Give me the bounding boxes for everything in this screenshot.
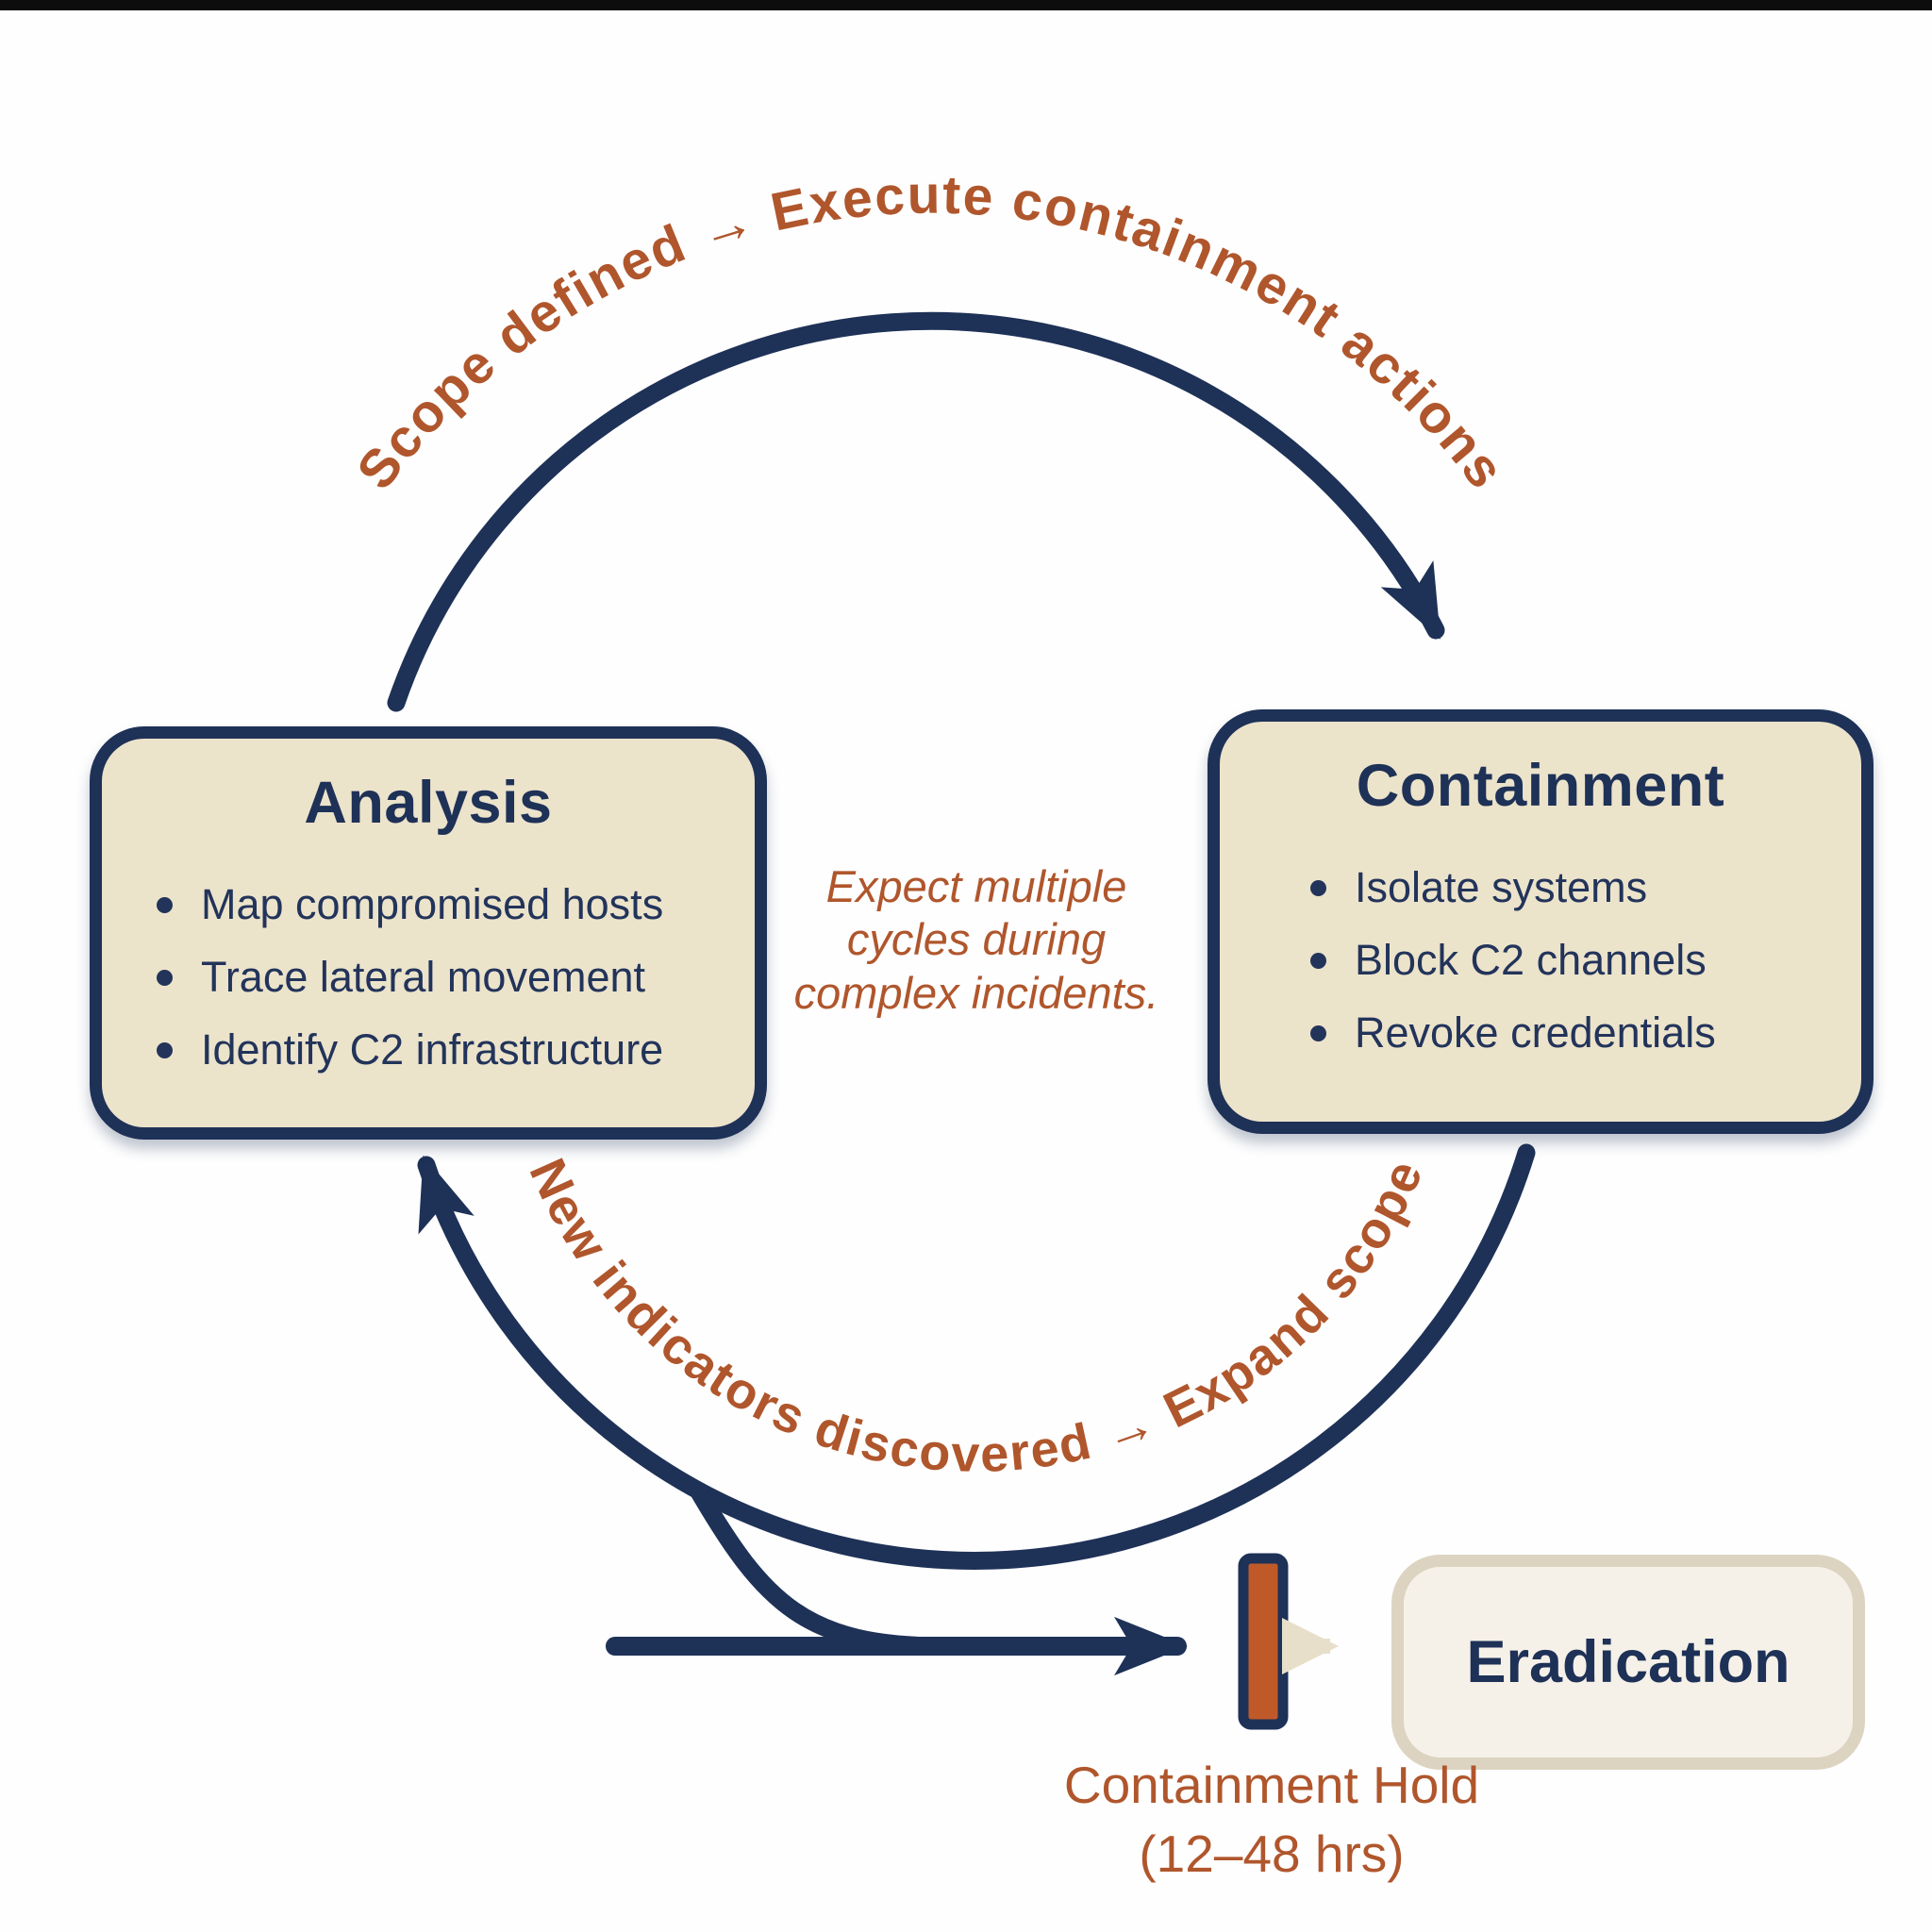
bottom-arc-label-text [518,1151,1434,1483]
analysis-bullet-list [102,880,755,1074]
bottom-arc-label: New indicators discovered → Expand scope [518,1150,1435,1483]
list-item [157,953,755,1002]
center-note-line: Expect multiple [825,861,1127,911]
center-note-line: cycles during [846,914,1107,965]
top-cycle-arrow [396,321,1436,703]
list-item [157,880,755,929]
containment-hold-label [989,1751,1555,1889]
eradication-box [1391,1555,1865,1770]
bullet-label: Revoke credentials [1355,1008,1716,1057]
center-note [750,860,1203,1020]
containment-box [1208,709,1874,1134]
containment-hold-line2: (12–48 hrs) [1139,1824,1405,1884]
list-item [157,1025,755,1074]
containment-bullet-list [1220,863,1861,1058]
bullet-icon [1310,1025,1326,1041]
bullet-icon [157,897,173,913]
bullet-icon [1310,953,1326,969]
list-item [1310,936,1861,985]
bullet-icon [1310,880,1326,896]
containment-title: Containment [1356,753,1725,819]
analysis-title: Analysis [304,770,553,836]
bullet-label: Block C2 channels [1355,936,1707,984]
containment-hold-gate-icon [1243,1558,1283,1724]
bullet-label: Isolate systems [1355,863,1648,911]
analysis-box [90,726,767,1140]
top-arc-label: Scope defined → Execute containment actions [345,164,1517,501]
containment-hold-line1: Containment Hold [1063,1756,1480,1814]
top-arc-label-text [345,165,1517,501]
bullet-icon [157,1042,173,1058]
bullet-label: Trace lateral movement [201,953,646,1001]
bullet-label: Map compromised hosts [201,880,664,928]
center-note-line: complex incidents. [793,967,1159,1018]
list-item [1310,1008,1861,1058]
bullet-label: Identify C2 infrastructure [201,1025,664,1074]
bullet-icon [157,970,173,986]
list-item [1310,863,1861,912]
eradication-title: Eradication [1466,1629,1790,1695]
